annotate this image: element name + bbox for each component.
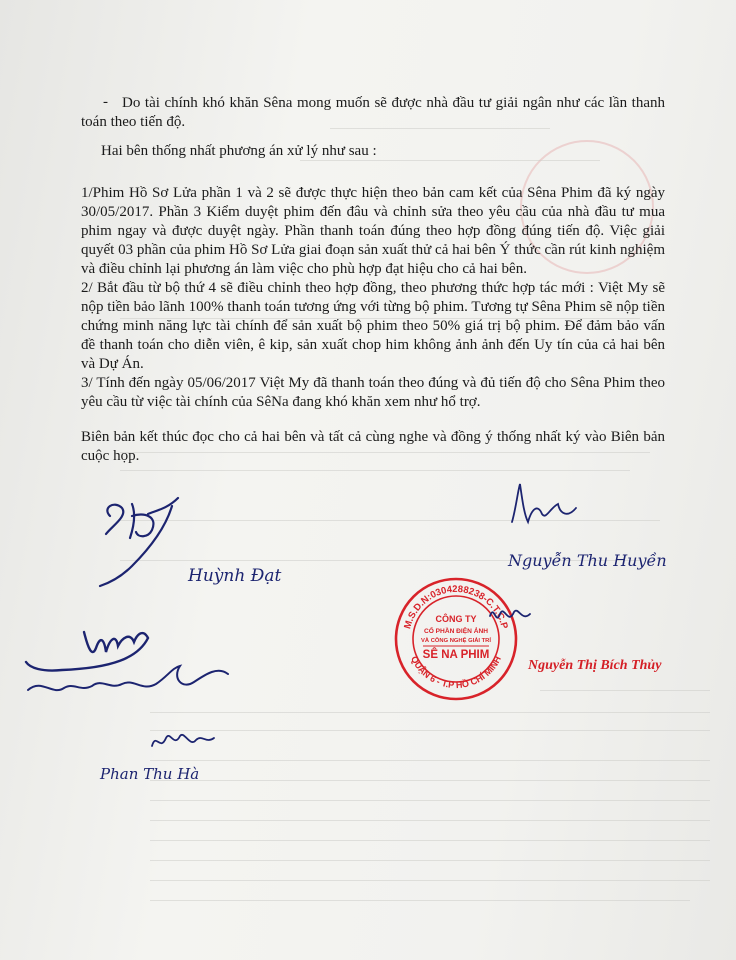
signature-left-1 xyxy=(92,486,202,591)
seal-line-1: CÔNG TY xyxy=(435,614,477,624)
signature-right-1 xyxy=(472,478,582,543)
signature-right-2 xyxy=(480,596,540,641)
agreement-item-3: 3/ Tính đến ngày 05/06/2017 Việt My đã thanh toán theo đúng và đủ tiến độ cho Sêna Phim theo yêu cầu từ việc tài chính của SêNa đang khó khăn xem như hổ trợ. xyxy=(81,375,665,410)
seal-line-2: CỔ PHẦN ĐIỆN ẢNH xyxy=(423,628,489,635)
closing-paragraph xyxy=(81,428,665,466)
seal-outer-text: M.S.D.N:0304288238-C.T.C.P xyxy=(402,583,510,631)
seal-bottom-text: QUẬN 6 - T.P HỒ CHÍ MINH xyxy=(408,654,504,691)
intro-text: Do tài chính khó khăn Sêna mong muốn sẽ được nhà đầu tư giải ngân như các lần thanh toán theo tiến độ. xyxy=(81,95,665,130)
agreement-item-2: 2/ Bắt đầu từ bộ thứ 4 sẽ điều chỉnh theo hợp đồng, theo phương thức hợp tác mới : Việt My sẽ nộp tiền bảo lãnh 100% thanh toán tương ứng với từng bộ phim. Tương tự Sêna Phim sẽ nộp tiền chứng minh năng lực tài chính để sản xuất bộ phim theo 50% giá trị bộ phim. Để đảm bảo vấn đề thanh toán cho diễn viên, ê kip, sản xuất chop him không ảnh ảnh đến Uy tín của cả hai bên và Dự Án. xyxy=(81,280,665,372)
signature-left-2 xyxy=(22,608,252,723)
agreement-item-1: 1/Phim Hồ Sơ Lửa phần 1 và 2 sẽ được thực hiện theo bản cam kết của Sêna Phim đã ký ngày 30/05/2017. Phần 3 Kiểm duyệt phim đến đâu và chỉnh sửa theo yêu cầu của nhà đầu tư mua phim ngay và được duyệt ngày. Phần thanh toán đúng theo hợp đồng đúng tiến độ. Việc giải quyết 03 phần của phim Hồ Sơ Lửa giai đoạn sản xuất thử cả hai bên Ý thức cần rút kinh nghiệm và điều chỉnh lại phương án làm việc cho phù hợp đạt hiệu cho cả hai bên. xyxy=(81,185,665,277)
signature-right-2-name: Nguyễn Thị Bích Thủy xyxy=(528,658,662,673)
intro-bullet: - xyxy=(103,94,108,110)
seal-line-3: VÀ CÔNG NGHỆ GIẢI TRÍ xyxy=(421,638,491,644)
agreement-heading: Hai bên thống nhất phương án xử lý như sau : xyxy=(101,143,377,159)
signature-left-3 xyxy=(144,722,234,767)
signature-left-3-name: Phan Thu Hà xyxy=(100,765,200,783)
signature-left-1-name: Huỳnh Đạt xyxy=(188,566,282,586)
signature-right-1-name: Nguyễn Thu Huyền xyxy=(508,551,667,570)
seal-line-4: SÊ NA PHIM xyxy=(422,649,490,661)
agreement-items xyxy=(81,184,665,412)
closing-text: Biên bản kết thúc đọc cho cả hai bên và tất cả cùng nghe và đồng ý thống nhất ký vào Biên bản cuộc họp. xyxy=(81,429,665,464)
intro-paragraph xyxy=(81,94,665,132)
